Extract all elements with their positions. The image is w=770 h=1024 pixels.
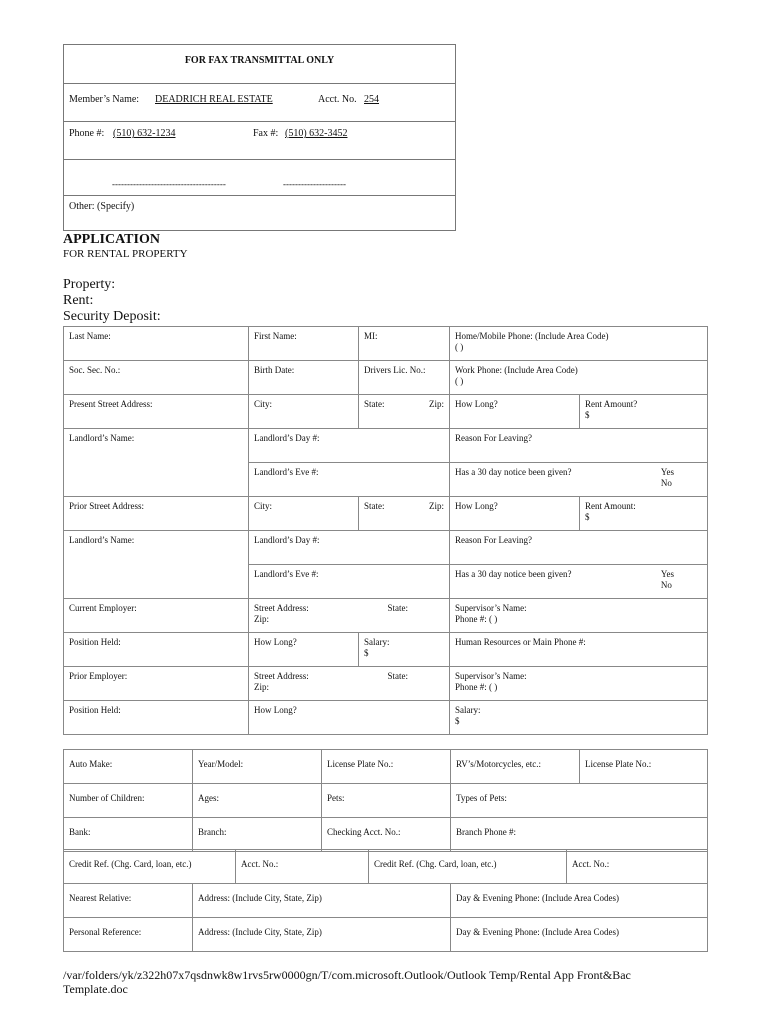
present-address-label: Present Street Address: <box>69 399 153 409</box>
landlord-eve-field[interactable] <box>249 463 450 497</box>
ssn-field[interactable] <box>64 361 249 395</box>
present-address-field[interactable] <box>64 395 249 429</box>
prior-how-long-field[interactable] <box>249 701 450 735</box>
state-label: State: <box>387 671 408 681</box>
prior-landlord-eve-field[interactable] <box>249 565 450 599</box>
pet-types-label: Types of Pets: <box>456 793 507 803</box>
prior-landlord-day-field[interactable] <box>249 531 450 565</box>
how-long-label: How Long? <box>254 637 297 647</box>
prior-employer-address-field[interactable] <box>249 667 450 701</box>
prior-address-field[interactable] <box>64 497 249 531</box>
phone-value: (510) 632-1234 <box>113 128 176 139</box>
current-how-long-field[interactable] <box>249 633 359 667</box>
how-long-label: How Long? <box>455 399 498 409</box>
landlord-eve-label: Landlord’s Eve #: <box>254 467 319 477</box>
fax-value: (510) 632-3452 <box>285 128 348 139</box>
personal-reference-label: Personal Reference: <box>69 927 142 937</box>
rent-label: Rent: <box>63 293 94 308</box>
state-label: State: <box>364 501 385 511</box>
home-phone-field[interactable] <box>450 327 708 361</box>
license-plate-2-field[interactable] <box>580 750 708 784</box>
license-plate-field[interactable] <box>322 750 451 784</box>
supervisor-label: Supervisor’s Name: <box>455 603 527 613</box>
street-address-label: Street Address: <box>254 671 309 681</box>
salary-label: Salary: <box>455 705 481 715</box>
first-name-label: First Name: <box>254 331 297 341</box>
how-long-label: How Long? <box>254 705 297 715</box>
file-path-line-2: Template.doc <box>63 982 128 996</box>
work-phone-label: Work Phone: (Include Area Code) <box>455 365 578 375</box>
notice-label: Has a 30 day notice been given? <box>455 569 572 579</box>
position-label: Position Held: <box>69 637 121 647</box>
dollar-sign: $ <box>585 512 590 522</box>
table-row <box>64 531 708 565</box>
hr-phone-field[interactable] <box>450 633 708 667</box>
file-path-line-1: /var/folders/yk/z322h07x7qsdnwk8w1rvs5rw0000gn/T/com.microsoft.Outlook/Outlook Temp/Rental App Front&Bac <box>63 968 631 982</box>
signature-dashes-right: --------------------- <box>283 179 346 189</box>
ages-label: Ages: <box>198 793 219 803</box>
fax-transmittal-box <box>63 44 456 231</box>
relative-address-field[interactable] <box>193 884 451 918</box>
pets-label: Pets: <box>327 793 345 803</box>
address-label: Address: (Include City, State, Zip) <box>198 927 322 937</box>
acct-no-value: 254 <box>364 94 379 105</box>
prior-state-zip-field[interactable] <box>359 497 450 531</box>
street-address-label: Street Address: <box>254 603 309 613</box>
branch-phone-label: Branch Phone #: <box>456 827 516 837</box>
ssn-label: Soc. Sec. No.: <box>69 365 121 375</box>
birth-date-label: Birth Date: <box>254 365 295 375</box>
city-label: City: <box>254 399 273 409</box>
how-long-label: How Long? <box>455 501 498 511</box>
supervisor-label: Supervisor’s Name: <box>455 671 527 681</box>
state-label: State: <box>364 399 385 409</box>
prior-how-long-field[interactable] <box>450 497 580 531</box>
city-label: City: <box>254 501 273 511</box>
prior-supervisor-field[interactable] <box>450 667 708 701</box>
present-rent-amount-field[interactable] <box>580 395 708 429</box>
table-row <box>64 497 708 531</box>
fax-title: FOR FAX TRANSMITTAL ONLY <box>184 55 335 66</box>
last-name-label: Last Name: <box>69 331 111 341</box>
landlord-day-field[interactable] <box>249 429 450 463</box>
credit-ref-2-field[interactable] <box>369 850 567 884</box>
prior-reason-leaving-field[interactable] <box>450 531 708 565</box>
table-row <box>64 361 708 395</box>
supervisor-phone-label: Phone #: ( ) <box>455 614 498 624</box>
member-name-label: Member’s Name: <box>69 94 140 105</box>
reason-leaving-label: Reason For Leaving? <box>455 433 532 443</box>
branch-label: Branch: <box>198 827 227 837</box>
file-path-footer <box>63 968 703 996</box>
present-how-long-field[interactable] <box>450 395 580 429</box>
prior-salary-field[interactable] <box>450 701 708 735</box>
pet-types-field[interactable] <box>451 784 708 818</box>
license-plate-label: License Plate No.: <box>327 759 394 769</box>
drivers-lic-field[interactable] <box>359 361 450 395</box>
drivers-lic-label: Drivers Lic. No.: <box>364 365 426 375</box>
other-specify-label: Other: (Specify) <box>69 201 135 212</box>
credit-ref-2-label: Credit Ref. (Chg. Card, loan, etc.) <box>374 859 497 869</box>
prior-city-field[interactable] <box>249 497 359 531</box>
fax-label: Fax #: <box>253 128 279 139</box>
table-row <box>64 599 708 633</box>
supervisor-phone-label: Phone #: ( ) <box>455 682 498 692</box>
current-employer-field[interactable] <box>64 599 249 633</box>
landlord-day-label: Landlord’s Day #: <box>254 535 320 545</box>
table-row <box>64 884 708 918</box>
credit-ref-1-field[interactable] <box>64 850 236 884</box>
position-label: Position Held: <box>69 705 121 715</box>
current-employer-label: Current Employer: <box>69 603 137 613</box>
yes-option[interactable]: Yes <box>660 569 674 579</box>
signature-dashes-left: -------------------------------------- <box>112 179 226 189</box>
property-label: Property: <box>63 277 116 292</box>
checking-field[interactable] <box>322 818 451 852</box>
application-subtitle: FOR RENTAL PROPERTY <box>63 248 188 260</box>
children-label: Number of Children: <box>69 793 145 803</box>
current-position-field[interactable] <box>64 633 249 667</box>
day-evening-phone-label: Day & Evening Phone: (Include Area Codes) <box>456 927 619 937</box>
nearest-relative-field[interactable] <box>64 884 193 918</box>
application-title: APPLICATION <box>63 232 160 247</box>
reason-leaving-field[interactable] <box>450 429 708 463</box>
reference-address-field[interactable] <box>193 918 451 952</box>
state-label: State: <box>387 603 408 613</box>
zip-label: Zip: <box>429 399 444 409</box>
prior-address-label: Prior Street Address: <box>69 501 144 511</box>
mi-field[interactable] <box>359 327 450 361</box>
current-salary-field[interactable] <box>359 633 450 667</box>
personal-reference-field[interactable] <box>64 918 193 952</box>
work-phone-field[interactable] <box>450 361 708 395</box>
table-row <box>64 918 708 952</box>
landlord-eve-label: Landlord’s Eve #: <box>254 569 319 579</box>
rent-amount-label: Rent Amount? <box>585 399 638 409</box>
current-employer-address-field[interactable] <box>249 599 450 633</box>
credit-acct-2-label: Acct. No.: <box>572 859 610 869</box>
current-supervisor-field[interactable] <box>450 599 708 633</box>
table-row <box>64 818 708 852</box>
prior-employer-field[interactable] <box>64 667 249 701</box>
branch-field[interactable] <box>193 818 322 852</box>
day-evening-phone-label: Day & Evening Phone: (Include Area Codes) <box>456 893 619 903</box>
prior-notice-given-field[interactable] <box>450 565 708 599</box>
table-row <box>64 633 708 667</box>
credit-acct-1-label: Acct. No.: <box>241 859 279 869</box>
year-model-label: Year/Model: <box>198 759 244 769</box>
rv-motorcycles-field[interactable] <box>451 750 580 784</box>
zip-label: Zip: <box>254 614 269 624</box>
home-phone-paren: ( ) <box>455 342 464 352</box>
prior-landlord-name-field[interactable] <box>64 531 249 599</box>
present-city-field[interactable] <box>249 395 359 429</box>
table-row <box>64 750 708 784</box>
relative-phone-field[interactable] <box>451 884 708 918</box>
rv-motorcycles-label: RV’s/Motorcycles, etc.: <box>456 759 542 769</box>
pets-field[interactable] <box>322 784 451 818</box>
dollar-sign: $ <box>585 410 590 420</box>
table-row <box>64 667 708 701</box>
credit-acct-1-field[interactable] <box>236 850 369 884</box>
security-deposit-label: Security Deposit: <box>63 309 161 324</box>
member-name-value: DEADRICH REAL ESTATE <box>155 94 273 105</box>
landlord-name-label: Landlord’s Name: <box>69 433 135 443</box>
applicant-table <box>63 326 708 735</box>
acct-no-label: Acct. No. <box>318 94 357 105</box>
notice-label: Has a 30 day notice been given? <box>455 467 572 477</box>
landlord-name-label: Landlord’s Name: <box>69 535 135 545</box>
hr-phone-label: Human Resources or Main Phone #: <box>455 637 586 647</box>
auto-make-field[interactable] <box>64 750 193 784</box>
salary-label: Salary: <box>364 637 390 647</box>
auto-make-label: Auto Make: <box>69 759 113 769</box>
present-state-zip-field[interactable] <box>359 395 450 429</box>
prior-rent-amount-field[interactable] <box>580 497 708 531</box>
address-label: Address: (Include City, State, Zip) <box>198 893 322 903</box>
phone-label: Phone #: <box>69 128 105 139</box>
birth-date-field[interactable] <box>249 361 359 395</box>
dollar-sign: $ <box>364 648 369 658</box>
ages-field[interactable] <box>193 784 322 818</box>
dollar-sign: $ <box>455 716 460 726</box>
last-name-field[interactable] <box>64 327 249 361</box>
branch-phone-field[interactable] <box>451 818 708 852</box>
zip-label: Zip: <box>429 501 444 511</box>
checking-label: Checking Acct. No.: <box>327 827 401 837</box>
nearest-relative-label: Nearest Relative: <box>69 893 132 903</box>
year-model-field[interactable] <box>193 750 322 784</box>
no-option[interactable]: No <box>660 580 672 590</box>
credit-ref-1-label: Credit Ref. (Chg. Card, loan, etc.) <box>69 859 192 869</box>
prior-employer-label: Prior Employer: <box>69 671 128 681</box>
work-phone-paren: ( ) <box>455 376 464 386</box>
license-plate-2-label: License Plate No.: <box>585 759 652 769</box>
table-row <box>64 429 708 463</box>
prior-position-field[interactable] <box>64 701 249 735</box>
reason-leaving-label: Reason For Leaving? <box>455 535 532 545</box>
references-table <box>63 883 708 952</box>
table-row <box>64 395 708 429</box>
vehicle-bank-table <box>63 749 708 852</box>
landlord-name-field[interactable] <box>64 429 249 497</box>
table-row <box>64 784 708 818</box>
credit-ref-table <box>63 849 708 884</box>
table-row <box>64 327 708 361</box>
no-option[interactable]: No <box>660 478 672 488</box>
notice-given-field[interactable] <box>450 463 708 497</box>
bank-label: Bank: <box>69 827 91 837</box>
first-name-field[interactable] <box>249 327 359 361</box>
rent-amount-label: Rent Amount: <box>585 501 636 511</box>
reference-phone-field[interactable] <box>451 918 708 952</box>
mi-label: MI: <box>364 331 378 341</box>
credit-acct-2-field[interactable] <box>567 850 708 884</box>
home-phone-label: Home/Mobile Phone: (Include Area Code) <box>455 331 609 341</box>
table-row <box>64 701 708 735</box>
bank-field[interactable] <box>64 818 193 852</box>
children-field[interactable] <box>64 784 193 818</box>
yes-option[interactable]: Yes <box>660 467 674 477</box>
table-row <box>64 850 708 884</box>
landlord-day-label: Landlord’s Day #: <box>254 433 320 443</box>
zip-label: Zip: <box>254 682 269 692</box>
